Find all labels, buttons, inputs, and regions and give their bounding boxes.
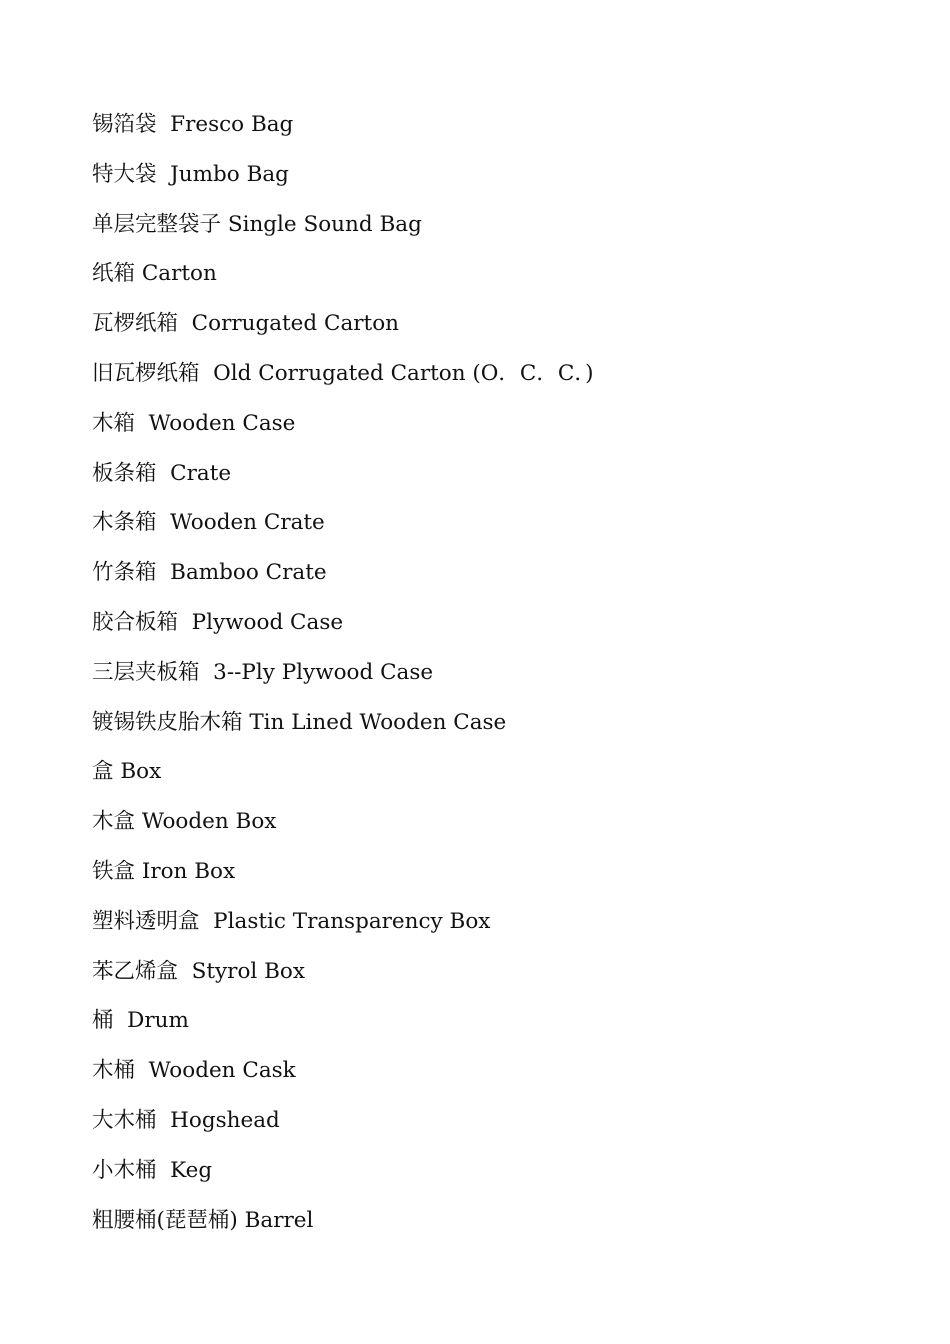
term-line: 苯乙烯盒 Styrol Box xyxy=(92,958,305,984)
term-line: 单层完整袋子 Single Sound Bag xyxy=(92,211,422,237)
term-line: 瓦椤纸箱 Corrugated Carton xyxy=(92,311,399,337)
term-line: 锡箔袋 Fresco Bag xyxy=(92,112,294,137)
term-line: 大木桶 Hogshead xyxy=(92,1107,280,1133)
term-line: 盒 Box xyxy=(92,759,162,785)
term-line: 板条箱 Crate xyxy=(92,460,232,486)
term-line: 铁盒 Iron Box xyxy=(92,858,236,884)
term-line: 木盒 Wooden Box xyxy=(92,809,277,835)
term-line: 粗腰桶(琵琶桶) Barrel xyxy=(92,1207,314,1233)
term-line: 胶合板箱 Plywood Case xyxy=(92,609,344,635)
term-line: 木条箱 Wooden Crate xyxy=(92,510,325,536)
term-line: 纸箱 Carton xyxy=(92,261,217,287)
packaging-term-list xyxy=(92,108,593,1253)
term-line: 竹条箱 Bamboo Crate xyxy=(92,560,327,586)
term-line: 木箱 Wooden Case xyxy=(92,410,296,436)
term-line: 木桶 Wooden Cask xyxy=(92,1058,296,1084)
term-line: 镀锡铁皮胎木箱 Tin Lined Wooden Case xyxy=(92,709,507,735)
term-line: 塑料透明盒 Plastic Transparency Box xyxy=(92,908,491,934)
term-line: 桶 Drum xyxy=(92,1008,189,1034)
term-line: 三层夹板箱 3--Ply Plywood Case xyxy=(92,659,434,685)
term-line: 旧瓦椤纸箱 Old Corrugated Carton (O．C．C．) xyxy=(92,360,594,386)
term-line: 特大袋 Jumbo Bag xyxy=(92,161,289,187)
term-line: 小木桶 Keg xyxy=(92,1157,213,1183)
